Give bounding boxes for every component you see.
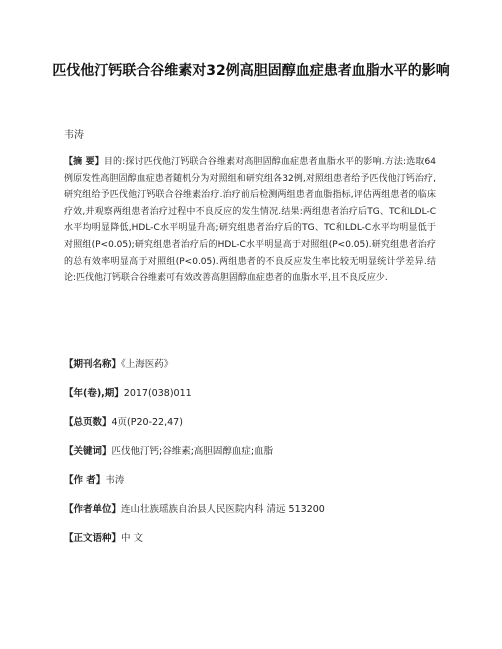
field-author-affiliation bbox=[64, 503, 444, 517]
author-line: 韦涛 bbox=[64, 130, 84, 141]
field-label: 【总页数】 bbox=[64, 417, 112, 428]
abstract-text: 目的:探讨匹伐他汀钙联合谷维素对高胆固醇血症患者血脂水平的影响.方法:选取64例原发性高胆固醇血症患者随机分为对照组和研究组各32例,对照组患者给予匹伐他汀钙治疗,研究组给予匹伐他汀钙联合谷维素治疗.治疗前后检测两组患者血脂指标,评估两组患者的临床疗效,并观察两组患者治疗过程中不良反应的发生情况.结果:两组患者治疗后TG、TC和LDL-C水平均明显降低,HDL-C水平明显升高;研究组患者治疗后的TG、TC和LDL-C水平均明显低于对照组(P<0.05);研究组患者治疗后的HDL-C水平明显高于对照组(P<0.05).研究组患者治疗的总有效率明显高于对照组(P<0.05).两组患者的不良反应发生率比较无明显统计学差异.结论:匹伐他汀钙联合谷维素可有效改善高胆固醇血症患者的血脂水平,且不良反应少. bbox=[64, 157, 436, 284]
document-title: 匹伐他汀钙联合谷维素对32例高胆固醇血症患者血脂水平的影响 bbox=[52, 63, 450, 79]
abstract-label: 【摘 要】 bbox=[64, 157, 104, 167]
field-volume-issue bbox=[64, 387, 444, 401]
field-label: 【年(卷),期】 bbox=[64, 388, 124, 399]
field-author bbox=[64, 474, 444, 488]
field-label: 【关键词】 bbox=[64, 446, 112, 457]
field-label: 【期刊名称】 bbox=[64, 359, 122, 370]
field-label: 【作者单位】 bbox=[64, 504, 122, 515]
abstract bbox=[64, 154, 436, 287]
field-total-pages bbox=[64, 416, 444, 430]
field-keywords bbox=[64, 445, 444, 459]
field-label: 【作 者】 bbox=[64, 475, 106, 486]
field-value: 韦涛 bbox=[105, 475, 125, 486]
field-label: 【正文语种】 bbox=[64, 533, 122, 544]
field-value: 《上海医药》 bbox=[121, 359, 174, 370]
field-value: 4页(P20-22,47) bbox=[111, 417, 183, 428]
field-value: 中 文 bbox=[121, 533, 144, 544]
field-journal-name bbox=[64, 358, 444, 372]
field-language bbox=[64, 532, 444, 546]
field-value: 匹伐他汀钙;谷维素;高胆固醇血症;血脂 bbox=[111, 446, 274, 457]
field-value: 连山壮族瑶族自治县人民医院内科 清远 513200 bbox=[121, 504, 325, 515]
field-value: 2017(038)011 bbox=[123, 388, 192, 399]
